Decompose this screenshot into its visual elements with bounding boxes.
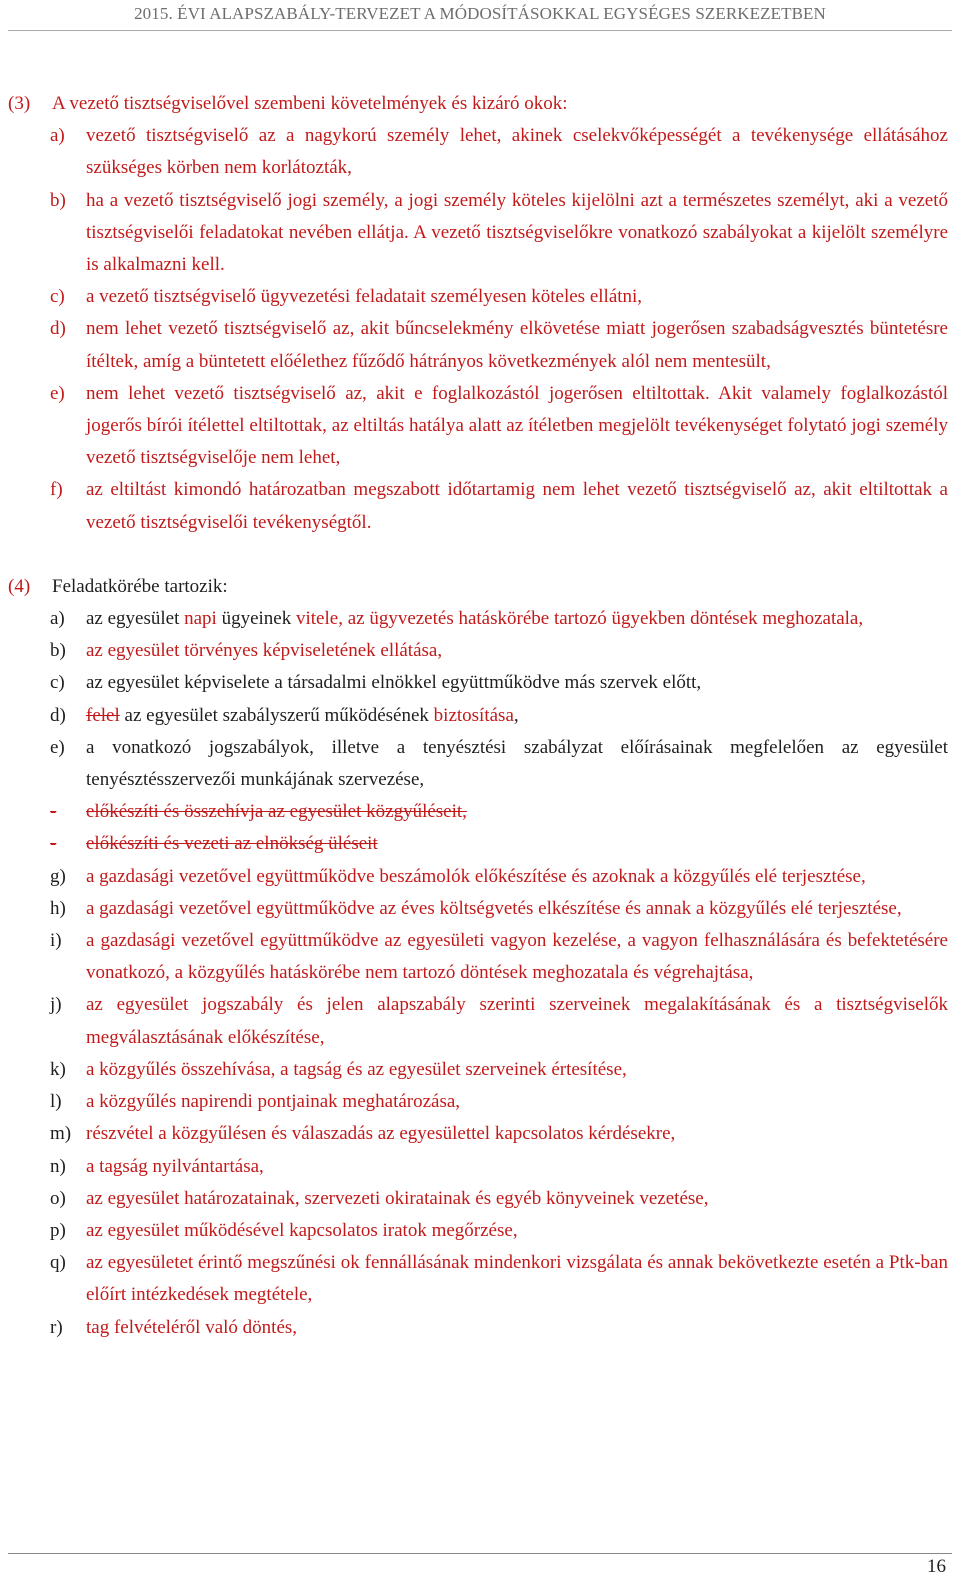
item-text: vezető tisztségviselő az a nagykorú személy lehet, akinek cselekvőképességét a tevékenysége ellátásához szükséges körben nem korlátozták, <box>86 125 948 179</box>
item-text: előkészíti és összehívja az egyesület közgyűléseit, <box>86 801 467 823</box>
item-text: a gazdasági vezetővel együttműködve beszámolók előkészítése és azoknak a közgyűlés elé terjesztése, <box>86 865 866 887</box>
header-divider <box>8 30 952 31</box>
item-label: i) <box>50 930 62 952</box>
item-text: részvétel a közgyűlésen és válaszadás az egyesülettel kapcsolatos kérdésekre, <box>86 1123 676 1145</box>
item-text: nem lehet vezető tisztségviselő az, akit bűncselekmény elkövetése miatt jogerősen szabadságvesztés büntetésre ítéltek, amíg a büntetett előélethez fűződő hátrányos következmények alól nem mentesült, <box>86 318 948 372</box>
item-text: az egyesület határozatainak, szervezeti okiratainak és egyéb könyveinek vezetése, <box>86 1187 709 1209</box>
section-title: Feladatkörébe tartozik: <box>52 575 228 597</box>
deleted-item <box>8 828 956 860</box>
item-label: q) <box>50 1252 66 1274</box>
section-3 <box>8 88 956 539</box>
item-label: e) <box>50 382 65 404</box>
item-label: - <box>50 801 57 823</box>
item-text: előkészíti és vezeti az elnökség üléseit <box>86 833 378 855</box>
item-text: tag felvételéről való döntés, <box>86 1316 298 1338</box>
item-text: az egyesület jogszabály és jelen alapszabály szerinti szerveinek megalakításának és a tisztségviselők megválasztásának előkészítése, <box>86 994 948 1048</box>
item-label: b) <box>50 640 66 662</box>
item-text <box>86 603 956 635</box>
item-label: g) <box>50 865 66 887</box>
item-label: c) <box>50 672 65 694</box>
list-item-i <box>8 925 956 989</box>
item-text: a közgyűlés összehívása, a tagság és az egyesület szerveinek értesítése, <box>86 1058 627 1080</box>
section-number: (3) <box>8 93 31 114</box>
list-item-p <box>8 1215 956 1247</box>
item-text: az eltiltást kimondó határozatban megszabott időtartamig nem lehet vezető tisztségviselő az, akit eltiltottak a vezető tisztségviselői tevékenységtől. <box>86 479 948 533</box>
list-item-n <box>8 1151 956 1183</box>
page-number: 16 <box>927 1556 946 1577</box>
list-item-q <box>8 1247 956 1311</box>
list-item <box>8 120 956 184</box>
item-label: h) <box>50 897 66 919</box>
list-item-a <box>8 603 956 635</box>
item-label: - <box>50 833 57 855</box>
inserted-text: vitele, az ügyvezetés hatáskörébe tartozó ügyekben döntések meghozatala, <box>296 608 864 630</box>
item-text: a gazdasági vezetővel együttműködve az egyesületi vagyon kezelése, a vagyon felhasználására és befektetésére vonatkozó, a közgyűlés hatáskörébe nem tartozó döntések meghozatala és végrehajtása, <box>86 930 948 984</box>
list-item <box>8 185 956 282</box>
text-run: az egyesület <box>86 608 185 630</box>
item-label: r) <box>50 1316 63 1338</box>
inserted-text: biztosítása <box>433 704 514 726</box>
list-item <box>8 313 956 377</box>
list-item-h <box>8 893 956 925</box>
list-item-l <box>8 1086 956 1118</box>
text-run: , <box>513 704 519 726</box>
section-title: A vezető tisztségviselővel szembeni követelmények és kizáró okok: <box>52 93 568 114</box>
list-item-g <box>8 861 956 893</box>
list-item <box>8 378 956 475</box>
list-item-e <box>8 732 956 796</box>
item-text: a közgyűlés napirendi pontjainak meghatározása, <box>86 1091 461 1113</box>
item-label: a) <box>50 125 65 147</box>
section-gap <box>0 539 960 571</box>
item-text: az egyesületet érintő megszűnési ok fennállásának mindenkori vizsgálata és annak bekövetkezte esetén a Ptk-ban előírt intézkedések megtétele, <box>86 1252 948 1306</box>
item-label: p) <box>50 1219 66 1241</box>
list-item-d <box>8 700 956 732</box>
item-label: b) <box>50 189 66 211</box>
inserted-text: napi <box>184 608 217 630</box>
item-text: az egyesület képviselete a társadalmi elnökkel együttműködve más szervek előtt, <box>86 672 702 694</box>
item-text: nem lehet vezető tisztségviselő az, akit e foglalkozástól jogerősen eltiltottak. Akit valamely foglalkozástól jogerős bírói ítélettel eltiltottak, az eltiltás hatálya alatt az ítéletben megjelölt tevékenységet folytató jogi személy vezető tisztségviselője nem lehet, <box>86 382 948 469</box>
item-label: o) <box>50 1187 66 1209</box>
item-label: a) <box>50 608 65 630</box>
list-item-m <box>8 1118 956 1150</box>
item-text: a vonatkozó jogszabályok, illetve a tenyésztési szabályzat előírásainak megfelelően az egyesület tenyésztésszervezői munkájának szervezése, <box>86 736 948 791</box>
list-item-b <box>8 635 956 667</box>
list-item-r <box>8 1312 956 1344</box>
list-item <box>8 474 956 538</box>
item-label: l) <box>50 1091 62 1113</box>
section-number: (4) <box>8 575 31 597</box>
item-text: a vezető tisztségviselő ügyvezetési feladatait személyesen köteles ellátni, <box>86 286 643 308</box>
section-4 <box>8 571 956 1344</box>
item-label: k) <box>50 1058 66 1080</box>
list-item-j <box>8 989 956 1053</box>
text-run: az egyesület szabályszerű működésének <box>119 704 434 726</box>
deleted-text: felel <box>86 704 120 726</box>
deleted-item <box>8 796 956 828</box>
list-item-c <box>8 667 956 699</box>
item-text: a tagság nyilvántartása, <box>86 1155 264 1177</box>
item-label: j) <box>50 994 62 1016</box>
list-item <box>8 281 956 313</box>
item-label: e) <box>50 736 65 758</box>
text-run: ügyeinek <box>216 608 296 630</box>
item-label: d) <box>50 704 66 726</box>
item-text: a gazdasági vezetővel együttműködve az éves költségvetés elkészítése és annak a közgyűlés elé terjesztése, <box>86 897 902 919</box>
item-text: ha a vezető tisztségviselő jogi személy, a jogi személy köteles kijelölni azt a természetes személyt, aki a vezető tisztségviselői feladatokat nevében ellátja. A vezető tisztségviselőkre vonatkozó szabályokat a kijelölt személyre is alkalmazni kell. <box>86 189 948 276</box>
item-label: n) <box>50 1155 66 1177</box>
item-text: az egyesület törvényes képviseletének ellátása, <box>86 640 443 662</box>
item-text <box>86 700 956 732</box>
document-body <box>0 88 960 1344</box>
list-item-o <box>8 1183 956 1215</box>
running-header: 2015. ÉVI ALAPSZABÁLY-TERVEZET A MÓDOSÍTÁSOKKAL EGYSÉGES SZERKEZETBEN <box>134 4 826 23</box>
list-item-k <box>8 1054 956 1086</box>
item-label: c) <box>50 286 65 308</box>
item-label: d) <box>50 318 66 340</box>
item-label: m) <box>50 1123 72 1145</box>
item-label: f) <box>50 479 63 501</box>
footer-divider <box>8 1553 952 1554</box>
item-text: az egyesület működésével kapcsolatos iratok megőrzése, <box>86 1219 518 1241</box>
